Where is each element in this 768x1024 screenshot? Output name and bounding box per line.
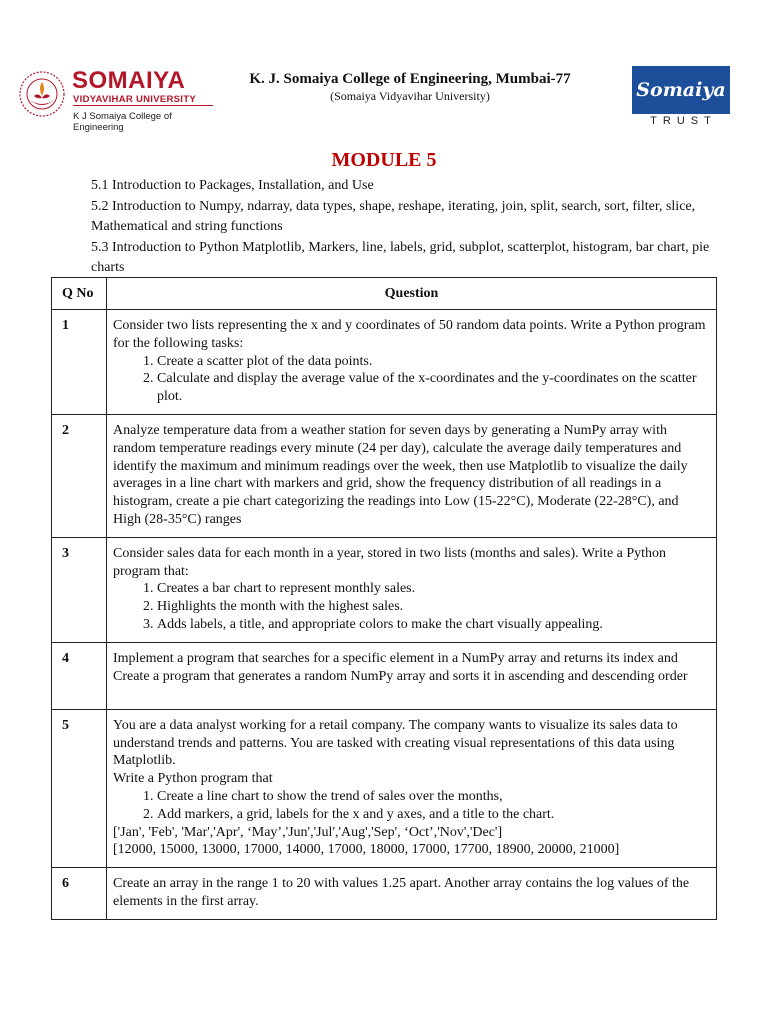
question-intro: Consider sales data for each month in a year, stored in two lists (months and sales). Write a Python program that: — [113, 545, 667, 579]
question-number: 2 — [52, 414, 107, 537]
task-item: 1. Creates a bar chart to represent monthly sales. — [157, 580, 710, 598]
trust-brand-text: Somaiya — [636, 79, 726, 101]
table-row — [52, 310, 717, 415]
table-row — [52, 414, 717, 537]
question-number: 1 — [52, 310, 107, 415]
task-item: 3. Adds labels, a title, and appropriate colors to make the chart visually appealing. — [157, 616, 710, 634]
logo-divider — [73, 105, 213, 106]
table-row — [52, 868, 717, 920]
question-text — [107, 709, 717, 867]
logo-university-text: VIDYAVIHAR UNIVERSITY — [73, 94, 196, 105]
question-intro: Create an array in the range 1 to 20 with values 1.25 apart. Another array contains the log values of the elements in the first array. — [113, 876, 690, 909]
table-row — [52, 642, 717, 709]
qno-header: Q No — [52, 278, 107, 310]
topic-item: 5.1 Introduction to Packages, Installation, and Use — [91, 178, 374, 193]
question-intro: You are a data analyst working for a retail company. The company wants to visualize its sales data to understand trends and patterns. You are tasked with creating visual representations of this data using Matplotlib. — [113, 717, 678, 769]
task-item: 2. Highlights the month with the highest sales. — [157, 598, 710, 616]
somaiya-emblem-icon — [18, 66, 70, 128]
task-item: 2. Add markers, a grid, labels for the x and y axes, and a title to the chart. — [157, 806, 710, 824]
question-number: 3 — [52, 537, 107, 642]
logo-college-text: K J Somaiya College of Engineering — [73, 111, 172, 133]
task-list — [113, 580, 710, 633]
task-list — [113, 788, 710, 824]
months-list-text: ['Jan', 'Feb', 'Mar','Apr', ‘May’,'Jun','Jul','Aug','Sep', ‘Oct’,'Nov','Dec'] — [113, 824, 503, 840]
question-text — [107, 642, 717, 709]
task-item: 2. Calculate and display the average value of the x-coordinates and the y-coordinates on the scatter plot. — [157, 370, 710, 406]
college-name: K. J. Somaiya College of Engineering, Mumbai-77 — [249, 71, 571, 87]
question-intro: Analyze temperature data from a weather station for seven days by generating a NumPy array with random temperature readings every minute (24 per day), calculate the average daily temperatures and identify the maximum and minimum readings over the week, then use Matplotlib to visualize the daily averages in a line chart with markers and grid, show the frequency distribution of all readings in a histogram, create a pie chart categorizing the readings into Low (15-22°C), Moderate (22-28°C), and High (28-35°C) ranges — [113, 422, 688, 527]
question-text — [107, 414, 717, 537]
table-row — [52, 709, 717, 867]
trust-logo-box — [632, 66, 730, 114]
table-row — [52, 537, 717, 642]
topic-list — [91, 176, 711, 279]
question-text — [107, 868, 717, 920]
question-number: 5 — [52, 709, 107, 867]
question-intro: Implement a program that searches for a specific element in a NumPy array and returns its index and Create a program that generates a random NumPy array and sorts it in ascending and descending order — [113, 650, 688, 684]
logo-brand-text: SOMAIYA — [72, 67, 186, 94]
module-title: MODULE 5 — [331, 149, 437, 171]
table-header-row — [52, 278, 717, 310]
question-intro: Consider two lists representing the x and y coordinates of 50 random data points. Write a Python program for the following tasks: — [113, 318, 706, 351]
task-item: 1. Create a line chart to show the trend of sales over the months, — [157, 788, 710, 806]
task-item: 1. Create a scatter plot of the data points. — [157, 353, 710, 371]
sales-values-text: [12000, 15000, 13000, 17000, 14000, 17000, 18000, 17000, 17700, 18900, 20000, 21000] — [113, 842, 620, 858]
question-table — [51, 277, 717, 920]
question-header: Question — [107, 278, 717, 310]
question-text — [107, 537, 717, 642]
topic-item: 5.2 Introduction to Numpy, ndarray, data types, shape, reshape, iterating, join, split, search, sort, filter, slice, Mathematical and string functions — [91, 198, 696, 234]
question-text — [107, 310, 717, 415]
somaiya-trust-logo — [632, 66, 730, 128]
somaiya-university-logo — [18, 66, 218, 133]
page-header — [0, 0, 768, 140]
question-number: 6 — [52, 868, 107, 920]
trust-label: TRUST — [650, 115, 717, 127]
college-subtitle: (Somaiya Vidyavihar University) — [330, 89, 490, 103]
question-number: 4 — [52, 642, 107, 709]
topic-item: 5.3 Introduction to Python Matplotlib, Markers, line, labels, grid, subplot, scatterplot, histogram, bar chart, pie charts — [91, 239, 710, 275]
question-intro-2: Write a Python program that — [113, 771, 273, 787]
task-list — [113, 353, 710, 406]
college-heading — [220, 70, 600, 104]
